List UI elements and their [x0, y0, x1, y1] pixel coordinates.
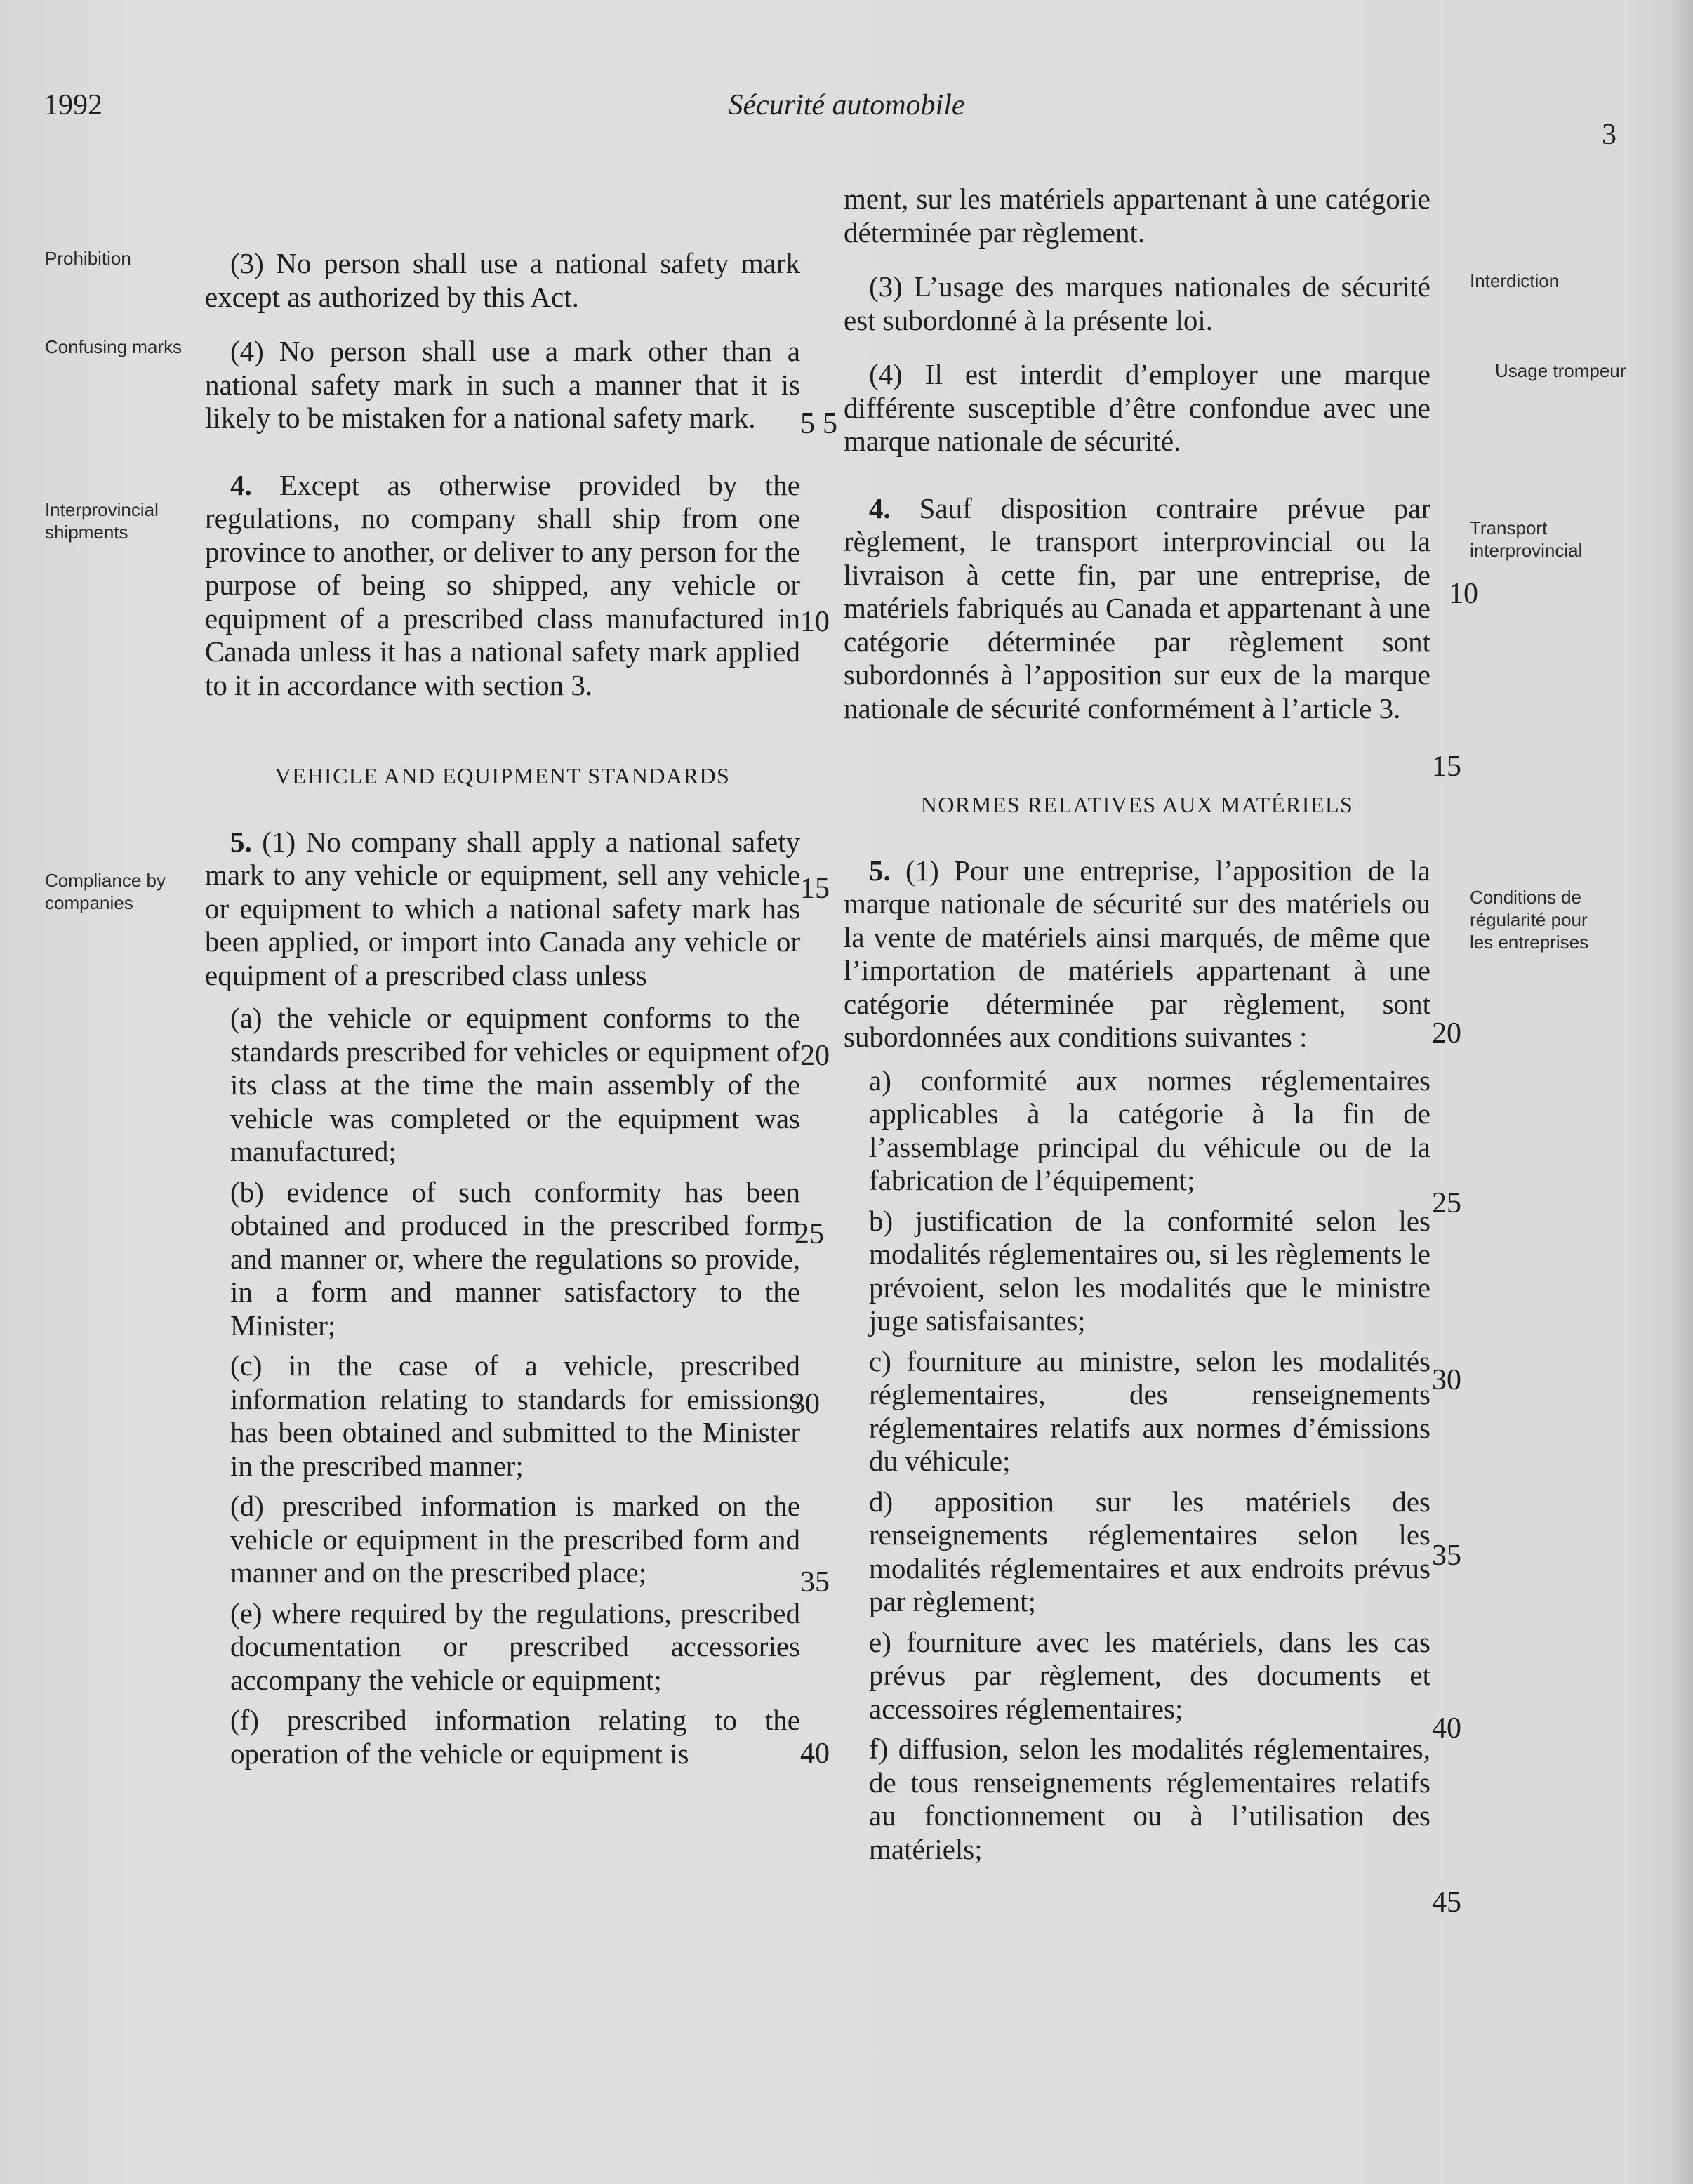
- fr-line-number-10: 10: [1449, 578, 1478, 610]
- en-line-number-40: 40: [800, 1738, 830, 1770]
- page-number: 3: [1602, 119, 1616, 151]
- fr-para-a: a) conformité aux normes réglementaires applicables à la catégorie à la fin de l’assemblage principal du véhicule ou de la fabrication de l’équipement;: [869, 1064, 1430, 1196]
- fr-line-number-5: 5: [823, 408, 837, 440]
- en-section-3-4: (4) No person shall use a mark other than a national safety mark in such a manner that it is likely to be mistaken for a national safety mark.: [205, 335, 800, 434]
- en-line-number-35: 35: [800, 1566, 830, 1599]
- fr-section-4-number: 4.: [869, 491, 891, 524]
- english-column: [205, 0, 800, 1771]
- margin-note-prohibition: Prohibition: [45, 248, 131, 269]
- fr-section-4: [844, 492, 1430, 726]
- page-edge: [1672, 0, 1693, 2184]
- fr-section-4-text: Sauf disposition contraire prévue par règlement, le transport interprovincial ou la livraison à cette fin, par une entreprise, de matériels fabriqués au Canada et appartenant à une catégorie déterminée par règlement sont subordonnés à l’apposition sur eux de la marque nationale de sécurité conformément à l’article 3.: [844, 491, 1430, 724]
- en-section-4-number: 4.: [230, 468, 252, 501]
- margin-note-compliance-by-companies: Compliance by companies: [45, 870, 166, 913]
- en-section-5-1: [205, 826, 800, 993]
- en-line-number-5: 5: [800, 408, 815, 440]
- fr-line-number-45: 45: [1432, 1886, 1461, 1919]
- margin-note-transport-interprovincial: Transport interprovincial: [1470, 517, 1583, 561]
- fr-line-number-35: 35: [1432, 1540, 1461, 1572]
- margin-note-confusing-marks: Confusing marks: [45, 336, 182, 357]
- header-year: 1992: [44, 89, 102, 121]
- en-line-number-15: 15: [800, 873, 830, 905]
- fr-para-c: c) fourniture au ministre, selon les modalités réglementaires, des renseignements réglementaires relatifs aux normes d’émissions du véhicule;: [869, 1344, 1430, 1477]
- fr-section-5-number: 5.: [869, 854, 891, 887]
- en-para-a: (a) the vehicle or equipment conforms to the standards prescribed for vehicles or equipment of its class at the time the main assembly of the vehicle was completed or the equipment was manufactured;: [230, 1002, 800, 1167]
- fr-line-number-15: 15: [1432, 750, 1461, 783]
- fr-para-f: f) diffusion, selon les modalités réglementaires, de tous renseignements réglementaires relatifs au fonctionnement ou à l’utilisation des matériels;: [869, 1733, 1430, 1865]
- en-para-c: (c) in the case of a vehicle, prescribed information relating to standards for emissions has been obtained and submitted to the Minister in the prescribed manner;: [230, 1349, 800, 1482]
- fr-section-5-1: [844, 854, 1430, 1054]
- french-column: [844, 0, 1430, 1866]
- header-title: Sécurité automobile: [728, 89, 965, 121]
- en-line-number-25: 25: [795, 1218, 824, 1250]
- en-line-number-20: 20: [800, 1040, 830, 1072]
- fr-section-3-4: (4) Il est interdit d’employer une marque différente susceptible d’être confondue avec une marque nationale de sécurité.: [844, 358, 1430, 457]
- fr-para-e: e) fourniture avec les matériels, dans les cas prévus par règlement, des documents et accessoires réglementaires;: [869, 1625, 1430, 1725]
- en-section-4: [205, 469, 800, 703]
- fr-heading: NORMES RELATIVES AUX MATÉRIELS: [920, 792, 1354, 817]
- fr-continuation: ment, sur les matériels appartenant à une catégorie déterminée par règlement.: [844, 183, 1430, 249]
- en-section-5-text: (1) No company shall apply a national safety mark to any vehicle or equipment, sell any vehicle or equipment to which a national safety mark has been applied, or import into Canada any vehicle or equipment of a prescribed class unless: [205, 825, 800, 991]
- fr-line-number-40: 40: [1432, 1712, 1461, 1745]
- fr-section-5-text: (1) Pour une entreprise, l’apposition de la marque nationale de sécurité sur des matériels ou la vente de matériels ainsi marqués, de même que l’importation de matériels appartenant à une catégorie déterminée par règlement, sont subordonnées aux conditions suivantes :: [844, 854, 1430, 1053]
- en-line-number-10: 10: [800, 606, 830, 638]
- fr-line-number-25: 25: [1432, 1187, 1461, 1219]
- en-section-5-number: 5.: [230, 825, 252, 858]
- en-para-d: (d) prescribed information is marked on the vehicle or equipment in the prescribed form and manner and on the prescribed place;: [230, 1490, 800, 1589]
- fr-para-b: b) justification de la conformité selon les modalités réglementaires ou, si les règlements le prévoient, selon les modalités que le ministre juge satisfaisantes;: [869, 1204, 1430, 1337]
- en-section-4-text: Except as otherwise provided by the regulations, no company shall ship from one province to another, or deliver to any person for the purpose of being so shipped, any vehicle or equipment of a prescribed class manufactured in Canada unless it has a national safety mark applied to it in accordance with section 3.: [205, 468, 800, 701]
- en-heading: VEHICLE AND EQUIPMENT STANDARDS: [274, 763, 731, 788]
- fr-section-3-3: (3) L’usage des marques nationales de sécurité est subordonné à la présente loi.: [844, 270, 1430, 336]
- en-para-f: (f) prescribed information relating to the operation of the vehicle or equipment is: [230, 1704, 800, 1770]
- fr-line-number-20: 20: [1432, 1017, 1461, 1050]
- fr-line-number-30: 30: [1432, 1364, 1461, 1396]
- fr-para-d: d) apposition sur les matériels des renseignements réglementaires selon les modalités réglementaires et aux endroits prévus par règlement;: [869, 1485, 1430, 1617]
- en-section-3-3: (3) No person shall use a national safety mark except as authorized by this Act.: [205, 247, 800, 313]
- en-para-b: (b) evidence of such conformity has been obtained and produced in the prescribed form and manner or, where the regulations so provide, in a form and manner satisfactory to the Minister;: [230, 1175, 800, 1342]
- margin-note-interprovincial-shipments: Interprovincial shipments: [45, 499, 159, 543]
- margin-note-usage-trompeur: Usage trompeur: [1495, 360, 1626, 381]
- en-line-number-30: 30: [790, 1388, 820, 1420]
- en-para-e: (e) where required by the regulations, prescribed documentation or prescribed accessories accompany the vehicle or equipment;: [230, 1596, 800, 1696]
- margin-note-interdiction: Interdiction: [1470, 270, 1560, 291]
- margin-note-conditions: Conditions de régularité pour les entreprises: [1470, 887, 1589, 953]
